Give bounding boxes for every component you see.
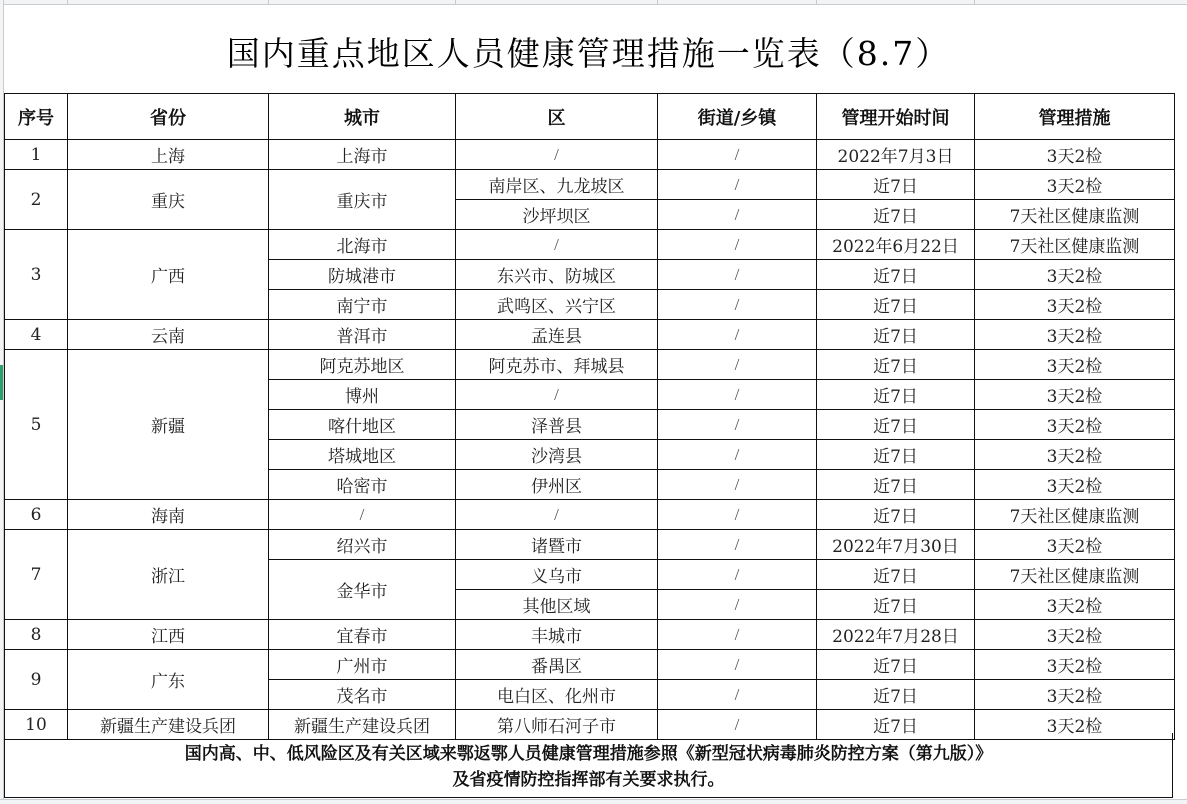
cell-street[interactable]: /	[658, 170, 817, 200]
cell-start-time[interactable]: 近7日	[817, 440, 975, 470]
cell-street[interactable]: /	[658, 290, 817, 320]
cell-start-time[interactable]: 近7日	[817, 170, 975, 200]
cell-street[interactable]: /	[658, 530, 817, 560]
cell-district[interactable]: /	[456, 230, 658, 260]
cell-city[interactable]: 博州	[269, 380, 456, 410]
cell-district[interactable]: 沙湾县	[456, 440, 658, 470]
column-divider	[657, 0, 658, 4]
cell-no[interactable]: 4	[5, 320, 68, 350]
cell-no[interactable]: 1	[5, 140, 68, 170]
cell-start-time[interactable]: 近7日	[817, 590, 975, 620]
cell-start-time[interactable]: 2022年6月22日	[817, 230, 975, 260]
cell-street[interactable]: /	[658, 470, 817, 500]
cell-no[interactable]: 8	[5, 620, 68, 650]
cell-district[interactable]: 丰城市	[456, 620, 658, 650]
cell-province[interactable]: 海南	[68, 500, 269, 530]
spreadsheet-bottom-strip	[0, 799, 1187, 804]
selected-row-indicator	[0, 365, 3, 400]
cell-start-time[interactable]: 近7日	[817, 650, 975, 680]
table-row	[5, 500, 1175, 530]
cell-no[interactable]: 5	[5, 350, 68, 500]
cell-city[interactable]: 金华市	[269, 560, 456, 620]
cell-district[interactable]: 东兴市、防城区	[456, 260, 658, 290]
column-divider	[268, 0, 269, 4]
cell-district[interactable]: 义乌市	[456, 560, 658, 590]
cell-province[interactable]: 江西	[68, 620, 269, 650]
column-divider	[455, 0, 456, 4]
cell-no[interactable]: 7	[5, 530, 68, 620]
health-measures-table	[4, 93, 1175, 740]
cell-no[interactable]: 2	[5, 170, 68, 230]
cell-city[interactable]: 北海市	[269, 230, 456, 260]
cell-district[interactable]: 孟连县	[456, 320, 658, 350]
cell-city[interactable]: 阿克苏地区	[269, 350, 456, 380]
header-street: 街道/乡镇	[658, 94, 817, 140]
cell-measure[interactable]: 3天2检	[975, 470, 1175, 500]
cell-start-time[interactable]: 近7日	[817, 320, 975, 350]
cell-city[interactable]: 哈密市	[269, 470, 456, 500]
cell-start-time[interactable]: 近7日	[817, 470, 975, 500]
cell-district[interactable]: 武鸣区、兴宁区	[456, 290, 658, 320]
cell-province[interactable]: 浙江	[68, 530, 269, 620]
cell-street[interactable]: /	[658, 320, 817, 350]
cell-city[interactable]: 南宁市	[269, 290, 456, 320]
cell-city[interactable]: /	[269, 500, 456, 530]
cell-district[interactable]: 泽普县	[456, 410, 658, 440]
cell-district[interactable]: 阿克苏市、拜城县	[456, 350, 658, 380]
cell-district[interactable]: /	[456, 140, 658, 170]
cell-no[interactable]: 10	[5, 710, 68, 740]
cell-street[interactable]: /	[658, 710, 817, 740]
cell-street[interactable]: /	[658, 680, 817, 710]
cell-street[interactable]: /	[658, 500, 817, 530]
cell-start-time[interactable]: 近7日	[817, 710, 975, 740]
cell-province[interactable]: 重庆	[68, 170, 269, 230]
cell-district[interactable]: /	[456, 380, 658, 410]
cell-measure[interactable]: 7天社区健康监测	[975, 560, 1175, 590]
cell-measure[interactable]: 3天2检	[975, 260, 1175, 290]
cell-start-time[interactable]: 近7日	[817, 200, 975, 230]
header-start-time: 管理开始时间	[817, 94, 975, 140]
spreadsheet-column-header-strip	[0, 0, 1187, 5]
table-row	[5, 620, 1175, 650]
table-row	[5, 350, 1175, 380]
cell-city[interactable]: 宜春市	[269, 620, 456, 650]
cell-measure[interactable]: 3天2检	[975, 170, 1175, 200]
footnote-line-2: 及省疫情防控指挥部有关要求执行。	[452, 770, 725, 790]
cell-measure[interactable]: 3天2检	[975, 650, 1175, 680]
cell-measure[interactable]: 3天2检	[975, 350, 1175, 380]
cell-measure[interactable]: 3天2检	[975, 140, 1175, 170]
header-city: 城市	[269, 94, 456, 140]
cell-street[interactable]: /	[658, 140, 817, 170]
cell-start-time[interactable]: 近7日	[817, 560, 975, 590]
footnote-line-1: 国内高、中、低风险区及有关区域来鄂返鄂人员健康管理措施参照《新型冠状病毒肺炎防控方案（第九版）》	[184, 744, 993, 764]
cell-district[interactable]: 电白区、化州市	[456, 680, 658, 710]
cell-street[interactable]: /	[658, 590, 817, 620]
cell-measure[interactable]: 3天2检	[975, 680, 1175, 710]
cell-city[interactable]: 新疆生产建设兵团	[269, 710, 456, 740]
cell-measure[interactable]: 3天2检	[975, 380, 1175, 410]
cell-province[interactable]: 广东	[68, 650, 269, 710]
cell-measure[interactable]: 7天社区健康监测	[975, 200, 1175, 230]
cell-district[interactable]: 南岸区、九龙坡区	[456, 170, 658, 200]
cell-street[interactable]: /	[658, 260, 817, 290]
cell-province[interactable]: 上海	[68, 140, 269, 170]
cell-start-time[interactable]: 2022年7月28日	[817, 620, 975, 650]
cell-district[interactable]: 其他区域	[456, 590, 658, 620]
header-province: 省份	[68, 94, 269, 140]
cell-start-time[interactable]: 近7日	[817, 500, 975, 530]
cell-measure[interactable]: 7天社区健康监测	[975, 500, 1175, 530]
cell-city[interactable]: 茂名市	[269, 680, 456, 710]
cell-start-time[interactable]: 2022年7月30日	[817, 530, 975, 560]
footnote[interactable]	[4, 733, 1173, 798]
cell-street[interactable]: /	[658, 650, 817, 680]
cell-start-time[interactable]: 近7日	[817, 290, 975, 320]
cell-measure[interactable]: 3天2检	[975, 620, 1175, 650]
cell-start-time[interactable]: 近7日	[817, 410, 975, 440]
cell-city[interactable]: 广州市	[269, 650, 456, 680]
header-measure: 管理措施	[975, 94, 1175, 140]
column-divider	[974, 0, 975, 4]
cell-street[interactable]: /	[658, 440, 817, 470]
cell-district[interactable]: 伊州区	[456, 470, 658, 500]
cell-measure[interactable]: 3天2检	[975, 320, 1175, 350]
cell-street[interactable]: /	[658, 560, 817, 590]
cell-start-time[interactable]: 近7日	[817, 680, 975, 710]
cell-start-time[interactable]: 近7日	[817, 380, 975, 410]
table-row	[5, 230, 1175, 260]
table-row	[5, 170, 1175, 200]
cell-measure[interactable]: 3天2检	[975, 410, 1175, 440]
cell-city[interactable]: 塔城地区	[269, 440, 456, 470]
cell-province[interactable]: 广西	[68, 230, 269, 320]
cell-no[interactable]: 6	[5, 500, 68, 530]
cell-start-time[interactable]: 2022年7月3日	[817, 140, 975, 170]
table-row	[5, 320, 1175, 350]
cell-street[interactable]: /	[658, 350, 817, 380]
cell-province[interactable]: 新疆	[68, 350, 269, 500]
cell-measure[interactable]: 7天社区健康监测	[975, 230, 1175, 260]
cell-measure[interactable]: 3天2检	[975, 290, 1175, 320]
column-divider	[816, 0, 817, 4]
cell-start-time[interactable]: 近7日	[817, 260, 975, 290]
cell-start-time[interactable]: 近7日	[817, 350, 975, 380]
cell-province[interactable]: 新疆生产建设兵团	[68, 710, 269, 740]
cell-street[interactable]: /	[658, 380, 817, 410]
cell-no[interactable]: 9	[5, 650, 68, 710]
cell-district[interactable]: 沙坪坝区	[456, 200, 658, 230]
cell-district[interactable]: 诸暨市	[456, 530, 658, 560]
cell-city[interactable]: 喀什地区	[269, 410, 456, 440]
cell-city[interactable]: 普洱市	[269, 320, 456, 350]
cell-measure[interactable]: 3天2检	[975, 440, 1175, 470]
cell-street[interactable]: /	[658, 410, 817, 440]
cell-measure[interactable]: 3天2检	[975, 590, 1175, 620]
cell-city[interactable]: 绍兴市	[269, 530, 456, 560]
page-title: 国内重点地区人员健康管理措施一览表（8.7）	[226, 33, 951, 73]
table-header-row	[5, 94, 1175, 140]
cell-city[interactable]: 重庆市	[269, 170, 456, 230]
cell-city[interactable]: 上海市	[269, 140, 456, 170]
header-district: 区	[456, 94, 658, 140]
cell-no[interactable]: 3	[5, 230, 68, 320]
cell-district[interactable]: /	[456, 500, 658, 530]
cell-street[interactable]: /	[658, 200, 817, 230]
cell-measure[interactable]: 3天2检	[975, 710, 1175, 740]
table-row	[5, 530, 1175, 560]
cell-district[interactable]: 番禺区	[456, 650, 658, 680]
cell-province[interactable]: 云南	[68, 320, 269, 350]
cell-street[interactable]: /	[658, 230, 817, 260]
header-no: 序号	[5, 94, 68, 140]
column-divider	[67, 0, 68, 4]
table-row	[5, 650, 1175, 680]
cell-measure[interactable]: 3天2检	[975, 530, 1175, 560]
cell-city[interactable]: 防城港市	[269, 260, 456, 290]
cell-street[interactable]: /	[658, 620, 817, 650]
cell-district[interactable]: 第八师石河子市	[456, 710, 658, 740]
table-row	[5, 140, 1175, 170]
